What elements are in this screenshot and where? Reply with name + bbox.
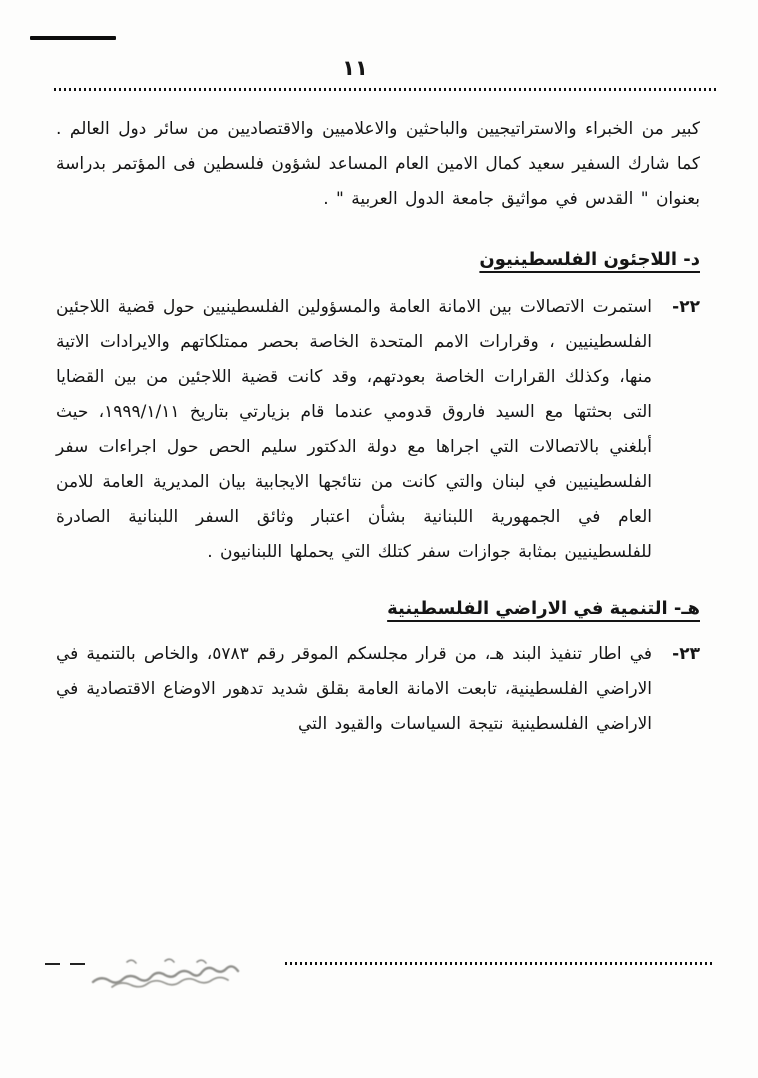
handwritten-signature [78,953,243,991]
numbered-paragraph-23 [56,637,700,742]
scan-artifact-line [30,36,116,40]
paragraph-23-body: في اطار تنفيذ البند هـ، من قرار مجلسكم الموقر رقم ٥٧٨٣، والخاص بالتنمية في الاراضي الفلسطينية، تابعت الامانة العامة بقلق شديد تدهور الاوضاع الاقتصادية في الاراضي الفلسطينية نتيجة السياسات والقيود التي [56,644,652,734]
section-heading-refugees: د- اللاجئون الفلسطينيون [479,249,700,270]
document-body [56,112,700,742]
intro-paragraph: كبير من الخبراء والاستراتيجيين والباحثين والاعلاميين والاقتصاديين من سائر دول العالم . كما شارك السفير سعيد كمال الامين العام المساعد لشؤون فلسطين فى المؤتمر بدراسة بعنوان " القدس في مواثيق جامعة الدول العربية " . [56,119,700,209]
numbered-paragraph-22 [56,290,700,570]
page-number: ١١ [342,56,368,80]
top-divider [54,88,716,91]
section-heading-development: هـ- التنمية في الاراضي الفلسطينية [387,598,700,619]
item-number-23: ٢٣- [672,644,700,664]
paragraph-22-body: استمرت الاتصالات بين الامانة العامة والمسؤولين الفلسطينيين حول قضية اللاجئين الفلسطينيين ، وقرارات الامم المتحدة الخاصة بحصر ممتلكاتهم والايرادات الاتية منها، وكذلك القرارات الخاصة بعودتهم، وقد كانت قضية اللاجئين من بين القضايا التى بحثتها مع السيد فاروق قدومي عندما قام بزيارتي بتاريخ ١٩٩٩/١/١١، حيث أبلغني بالاتصالات التي اجراها مع دولة الدكتور سليم الحص حول اجراءات سفر الفلسطينيين في لبنان والتي كانت من نتائجها الايجابية بيان المديرية العامة للامن العام في الجمهورية اللبنانية بشأن اعتبار وثائق السفر اللبنانية الصادرة للفلسطينيين بمثابة جوازات سفر كتلك التي يحملها اللبنانيون . [56,297,652,562]
bottom-divider [285,962,713,965]
item-number-22: ٢٢- [672,297,700,317]
